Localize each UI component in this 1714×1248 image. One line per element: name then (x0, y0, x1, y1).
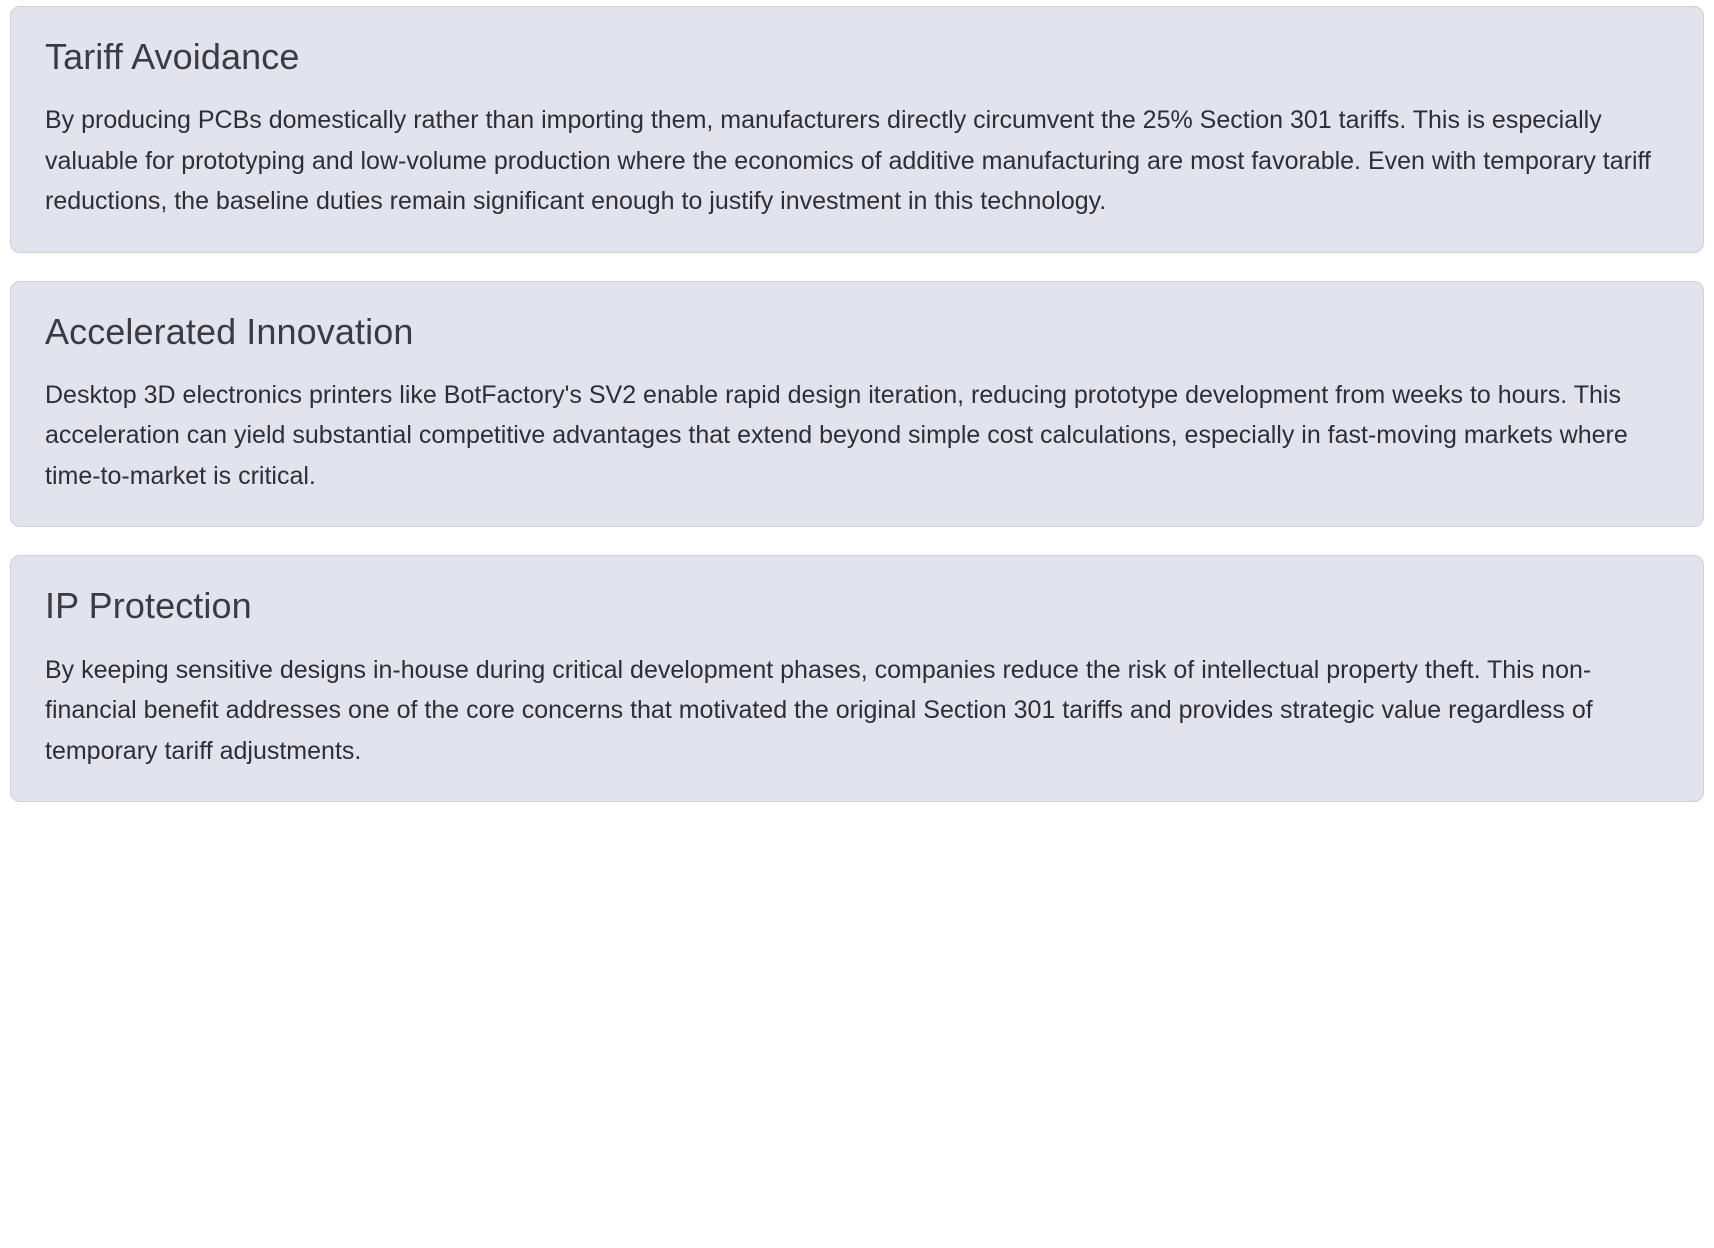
card-body-text: By keeping sensitive designs in-house during critical development phases, companies reduce the risk of intellectual property theft. This non-financial benefit addresses one of the core concerns that motivated the original Section 301 tariffs and provides strategic value regardless of temporary tariff adjustments. (45, 655, 1593, 765)
card-title: IP Protection (45, 585, 252, 627)
card-body-text: Desktop 3D electronics printers like BotFactory's SV2 enable rapid design iteration, reducing prototype development from weeks to hours. This acceleration can yield substantial competitive advantages that extend beyond simple cost calculations, especially in fast-moving markets where time-to-market is critical. (45, 380, 1628, 490)
card-title: Tariff Avoidance (45, 36, 300, 77)
card-title: Accelerated Innovation (45, 310, 414, 352)
benefit-card-accelerated-innovation (10, 281, 1704, 528)
benefit-card-tariff-avoidance (10, 6, 1704, 253)
card-body-text: By producing PCBs domestically rather than importing them, manufacturers directly circumvent the 25% Section 301 tariffs. This is especially valuable for prototyping and low-volume production where the economics of additive manufacturing are most favorable. Even with temporary tariff reductions, the baseline duties remain significant enough to justify investment in this technology. (45, 106, 1651, 216)
benefit-card-ip-protection (10, 555, 1704, 802)
